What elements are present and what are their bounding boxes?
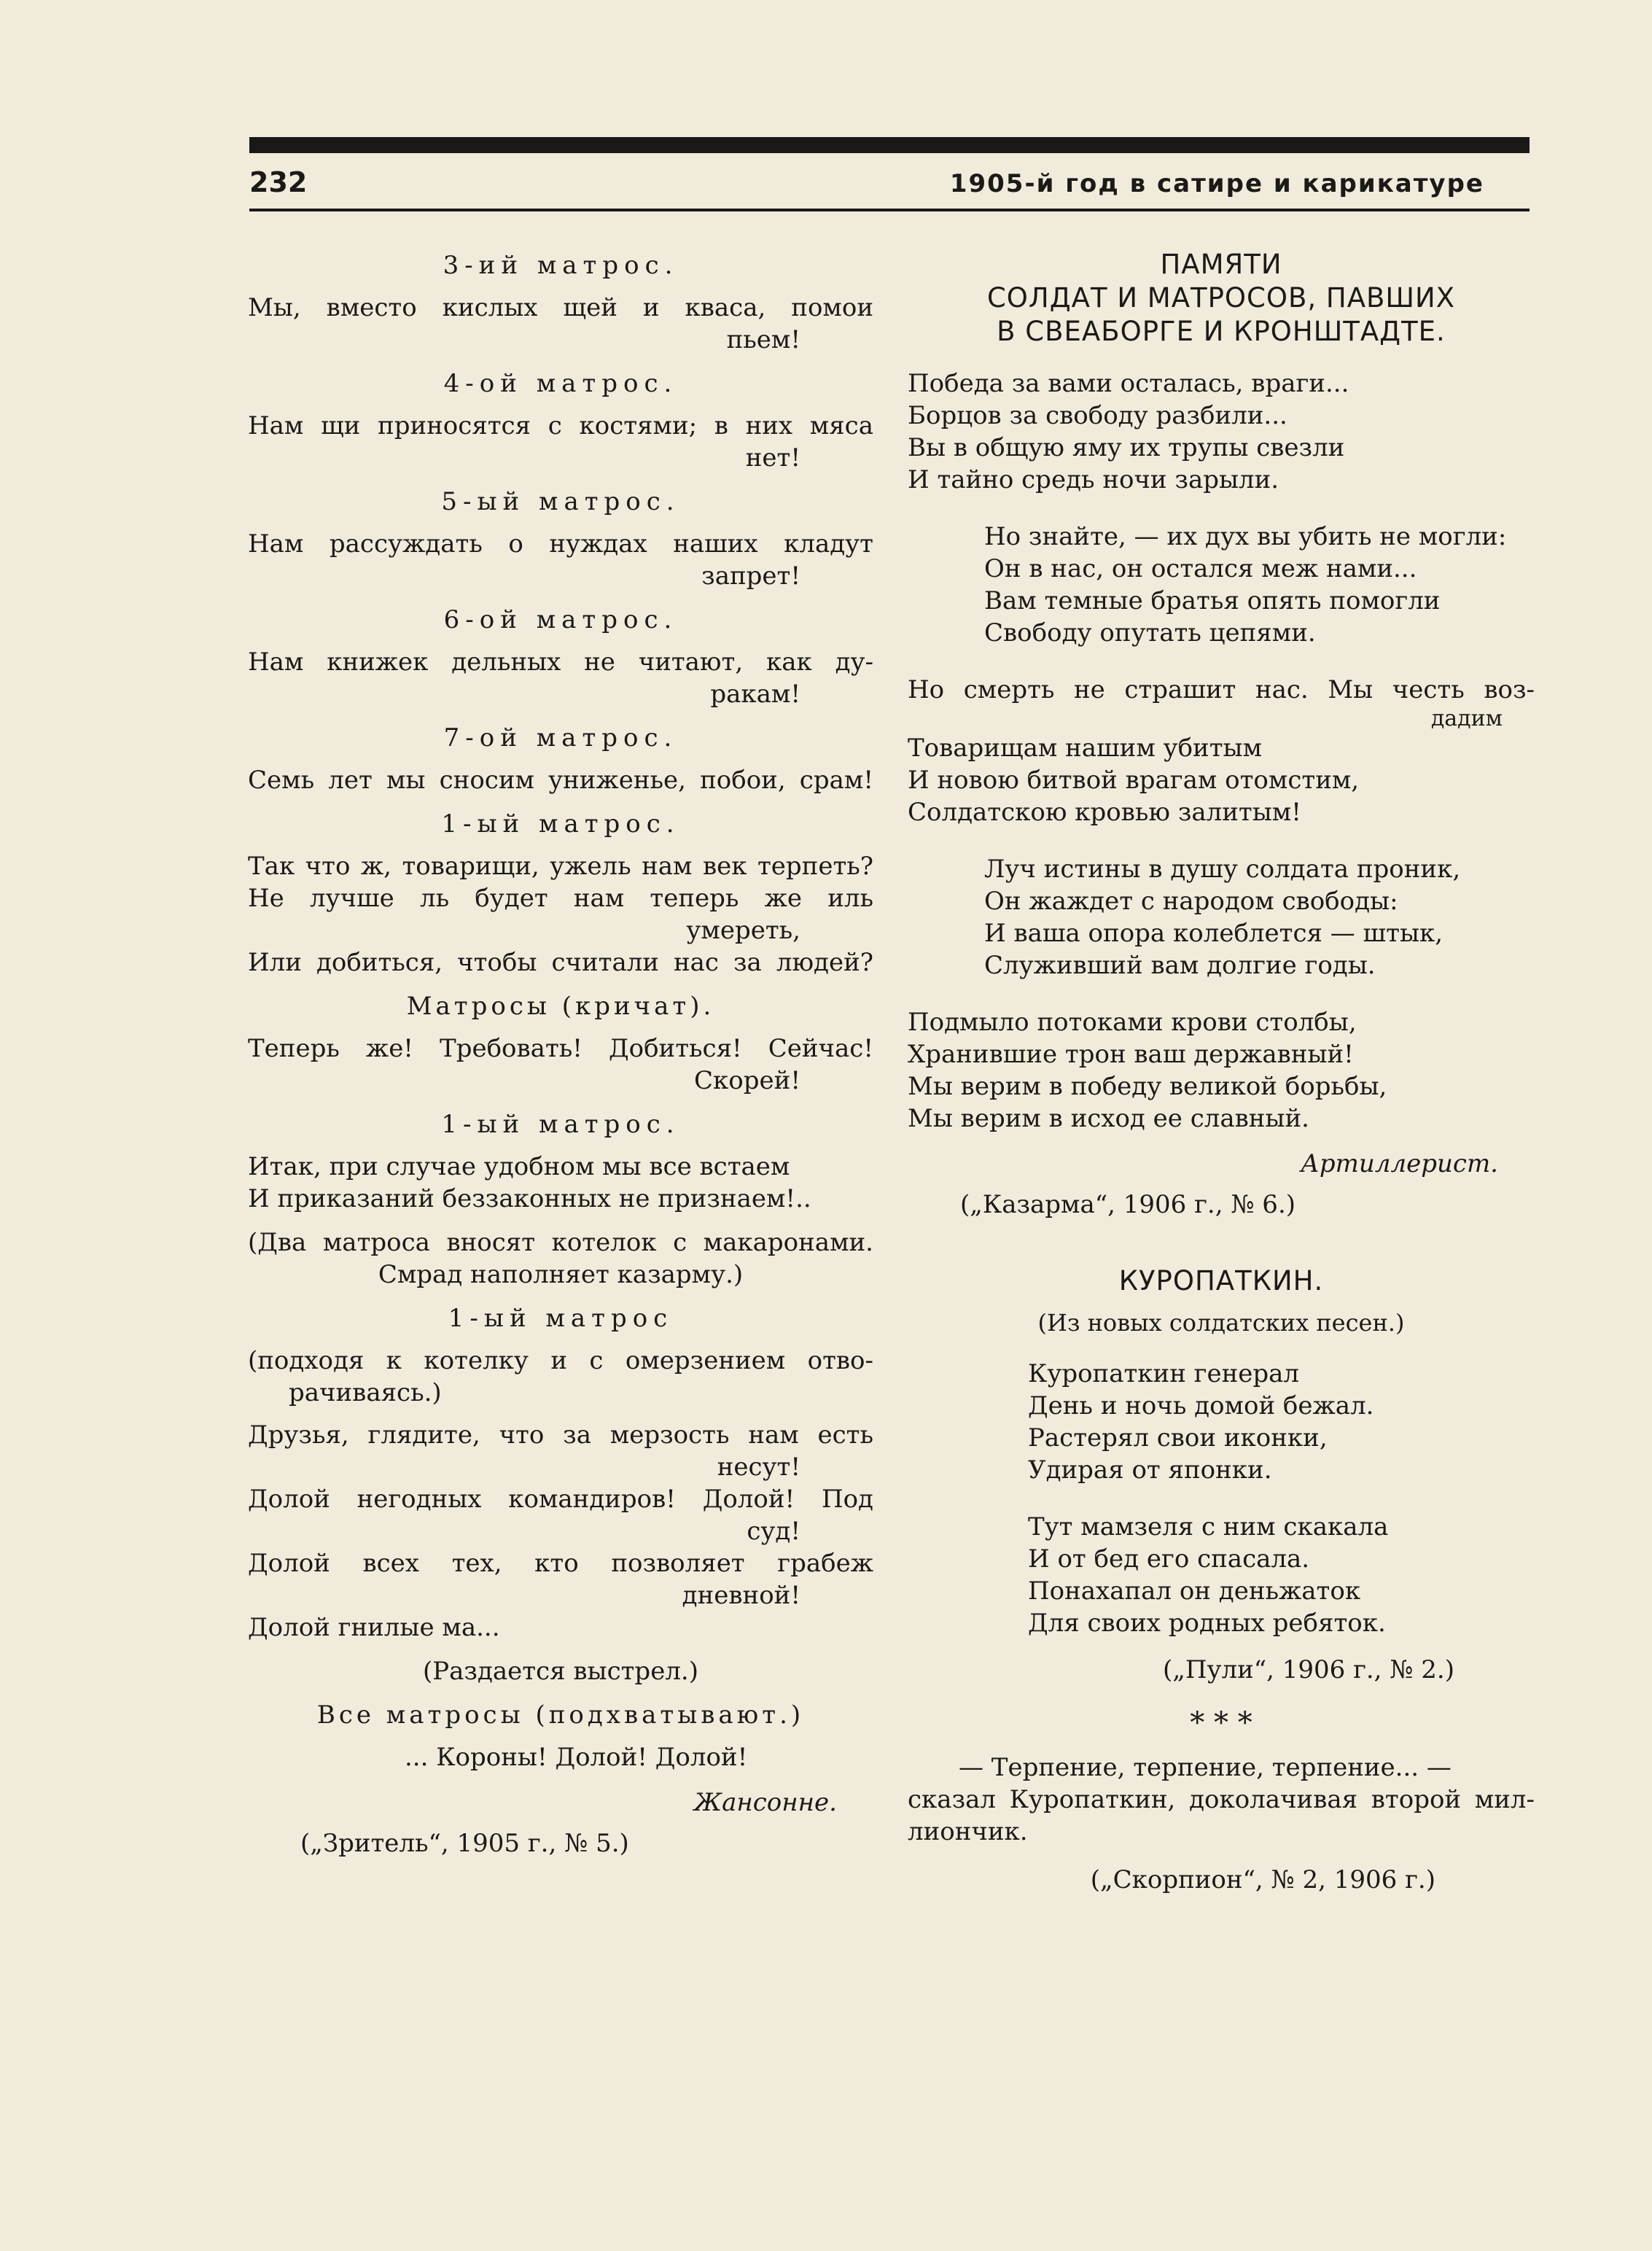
verse-line: Растерял свои иконки, [1028,1423,1328,1453]
speaker-sailor-1: 1-ый матрос [448,1304,674,1333]
verse-line: Долой гнилые ма... [248,1613,500,1642]
verse-line: Борцов за свободу разбили... [908,401,1287,430]
stanza [1028,1358,1535,1486]
poem-subtitle: (Из новых солдатских песен.) [1037,1309,1405,1337]
speaker-sailor-3: 3-ий матрос. [443,251,679,280]
running-title: 1905-й год в сатире и карикатуре [949,169,1484,198]
verse-line: Он в нас, он остался меж нами... [984,554,1417,583]
verse-line: Нам книжек дельных не читают, как ду- [248,648,873,677]
stage-direction: рачиваясь.) [289,1378,442,1407]
header-rule [249,209,1530,211]
verse-line: И тайно средь ночи зарыли. [908,465,1279,494]
verse-line: И от бед его спасала. [1028,1544,1310,1574]
page-number: 232 [249,166,308,198]
verse-continuation: дневной! [682,1581,800,1610]
stanza [908,368,1535,496]
verse-continuation: дадим [1430,706,1503,731]
poem-title: КУРОПАТКИН. [1118,1265,1324,1296]
verse-line: Не лучше ль будет нам теперь же иль [248,884,873,913]
asterism: * * * [1190,1706,1252,1740]
verse-line: Товарищам нашим убитым [908,734,1263,763]
verse-line: Но знайте, — их дух вы убить не могли: [984,522,1507,551]
stanza [1028,1511,1535,1639]
speaker-all-sailors: Все матросы (подхватывают.) [316,1700,805,1730]
source-citation: („Скорпион“, № 2, 1906 г.) [1090,1865,1435,1894]
verse-line: Вам темные братья опять помогли [984,586,1441,615]
verse-line: Удирая от японки. [1028,1455,1272,1485]
verse-line: Луч истины в душу солдата проник, [984,855,1461,884]
verse-line: Он жаждет с народом свободы: [984,887,1398,916]
author-signature: Артиллерист. [1301,1149,1498,1178]
source-citation: („Казарма“, 1906 г., № 6.) [960,1190,1296,1219]
verse-line: День и ночь домой бежал. [1028,1391,1374,1420]
verse-line: Долой всех тех, кто позволяет грабеж [248,1549,873,1578]
verse-continuation: умереть, [686,916,800,945]
verse-line: Нам щи приносятся с костями; в них мяса [248,411,873,440]
verse-line: Или добиться, чтобы считали нас за людей? [248,948,873,977]
poem-title [908,248,1535,349]
verse-line: Хранившие трон ваш державный! [908,1040,1354,1069]
speaker-sailor-5: 5-ый матрос. [441,487,680,516]
verse-line: Мы верим в исход ее славный. [908,1104,1309,1133]
stanza [984,853,1535,981]
verse-continuation: пьем! [726,325,800,354]
verse-line: И ваша опора колеблется — штык, [984,919,1443,948]
verse-line: Победа за вами осталась, враги... [908,369,1349,398]
author-signature: Жансонне. [693,1788,837,1817]
verse-continuation: запрет! [701,561,800,591]
verse-line: Служивший вам долгие годы. [984,951,1376,980]
verse-line: Мы верим в победу великой борьбы, [908,1072,1387,1101]
verse-line: Но смерть не страшит нас. Мы честь воз- [908,675,1535,704]
verse-line: Нам рассуждать о нуждах наших кладут [248,529,873,559]
verse-line: Друзья, глядите, что за мерзость нам есть [248,1420,873,1450]
top-rule [249,137,1530,153]
speaker-sailor-6: 6-ой матрос. [443,605,678,634]
speaker-sailor-4: 4-ой матрос. [443,369,678,398]
stage-direction: Смрад наполняет казарму.) [378,1260,744,1289]
right-column [908,241,1535,1910]
speaker-sailors: Матросы (кричат). [406,992,715,1021]
speaker-sailor-7: 7-ой матрос. [443,723,678,753]
stage-direction: (Два матроса вносят котелок с макаронами. [248,1228,873,1257]
verse-continuation: нет! [745,443,800,473]
source-citation: („Пули“, 1906 г., № 2.) [1162,1655,1454,1684]
verse-line: Вы в общую яму их трупы свезли [908,433,1345,462]
poem-title-line: СОЛДАТ И МАТРОСОВ, ПАВШИХ [986,282,1456,314]
stage-direction: (Раздается выстрел.) [422,1657,698,1686]
verse-continuation: суд! [747,1517,800,1546]
verse-line: Свободу опутать цепями. [984,618,1316,648]
verse-line: И приказаний беззаконных не признаем!.. [248,1184,811,1213]
poem-title-line: В СВЕАБОРГЕ И КРОНШТАДТЕ. [997,316,1446,347]
verse-continuation: ракам! [710,680,800,709]
verse-line: Мы, вместо кислых щей и кваса, помои [248,293,873,322]
verse-line: Понахапал он деньжаток [1028,1577,1361,1606]
verse-continuation: Скорей! [694,1066,800,1095]
prose-line: сказал Куропаткин, доколачивая второй мил- [908,1785,1535,1814]
verse-line: Тут мамзеля с ним скакала [1028,1512,1389,1542]
verse-line: Так что ж, товарищи, ужель нам век терпеть? [248,852,873,881]
prose-anecdote [908,1752,1535,1848]
stage-direction: (подходя к котелку и с омерзением отво- [248,1346,873,1375]
left-column [248,241,873,1859]
verse-line: Итак, при случае удобном мы все встаем [248,1152,790,1181]
verse-continuation: несут! [717,1453,800,1482]
stanza [984,521,1535,649]
prose-line: лиончик. [908,1817,1028,1846]
verse-line: Подмыло потоками крови столбы, [908,1008,1357,1037]
poem-title-line: ПАМЯТИ [1160,249,1282,280]
verse-line: Солдатскою кровью залитым! [908,798,1301,827]
page-header [249,162,1530,206]
verse-line: Семь лет мы сносим униженье, побои, срам! [248,766,873,795]
stanza [908,674,1535,828]
verse-line: Куропаткин генерал [1028,1359,1300,1388]
source-citation: („Зритель“, 1905 г., № 5.) [300,1829,629,1858]
verse-line: ... Короны! Долой! Долой! [405,1743,748,1772]
verse-line: Для своих родных ребяток. [1028,1609,1386,1638]
prose-line: — Терпение, терпение, терпение... — [959,1753,1452,1782]
stanza [908,1006,1535,1135]
speaker-sailor-1: 1-ый матрос. [441,809,680,839]
speaker-sailor-1: 1-ый матрос. [441,1110,680,1139]
verse-line: Теперь же! Требовать! Добиться! Сейчас! [248,1034,873,1063]
verse-line: И новою битвой врагам отомстим, [908,766,1360,795]
verse-line: Долой негодных командиров! Долой! Под [248,1485,873,1514]
